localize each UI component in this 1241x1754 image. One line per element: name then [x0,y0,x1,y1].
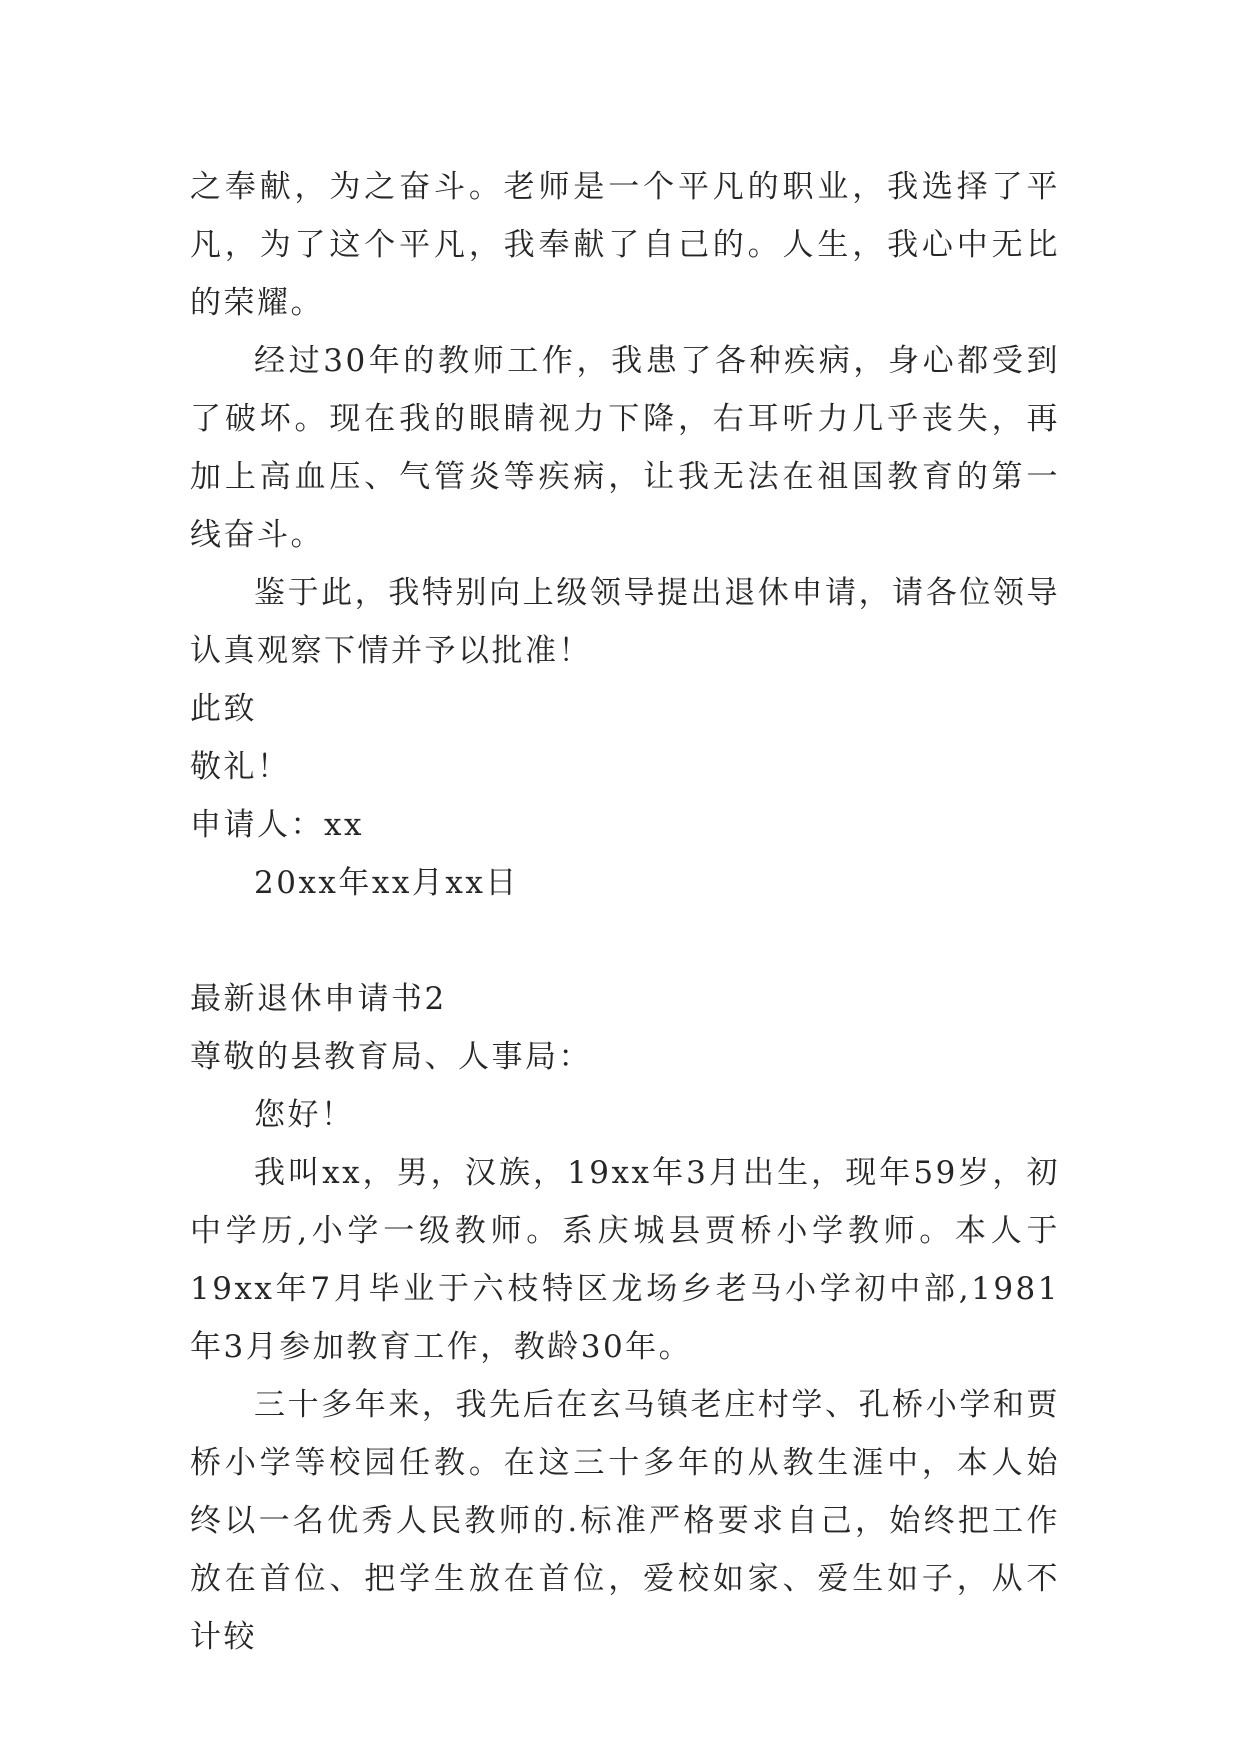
date-line: 20xx年xx月xx日 [254,865,519,901]
section2-title: 最新退休申请书2 [190,981,447,1017]
closing-line: 此致 [190,691,257,727]
paragraph-1: 之奉献，为之奋斗。老师是一个平凡的职业，我选择了平凡，为了这个平凡，我奉献了自己的。人生，我心中无比的荣耀。 [190,169,1060,321]
paragraph-3: 鉴于此，我特别向上级领导提出退休申请，请各位领导认真观察下情并予以批准！ [190,575,1060,669]
section-gap [190,912,1060,970]
paragraph-4: 我叫xx，男，汉族，19xx年3月出生，现年59岁，初中学历,小学一级教师。系庆城县贾桥小学教师。本人于19xx年7月毕业于六枝特区龙场乡老马小学初中部,1981年3月参加教育工作，教龄30年。 [190,1155,1060,1365]
section2-addressee: 尊敬的县教育局、人事局： [190,1039,592,1075]
applicant-line: 申请人：xx [190,807,364,843]
section2-greeting: 您好！ [254,1097,355,1133]
salute-line: 敬礼！ [190,749,291,785]
paragraph-2: 经过30年的教师工作，我患了各种疾病，身心都受到了破坏。现在我的眼睛视力下降，右耳听力几乎丧失，再加上高血压、气管炎等疾病，让我无法在祖国教育的第一线奋斗。 [190,343,1060,553]
paragraph-5: 三十多年来，我先后在玄马镇老庄村学、孔桥小学和贾桥小学等校园任教。在这三十多年的从教生涯中，本人始终以一名优秀人民教师的.标准严格要求自己，始终把工作放在首位、把学生放在首位，爱校如家、爱生如子，从不计较 [190,1387,1060,1655]
document-body [190,158,1060,1666]
